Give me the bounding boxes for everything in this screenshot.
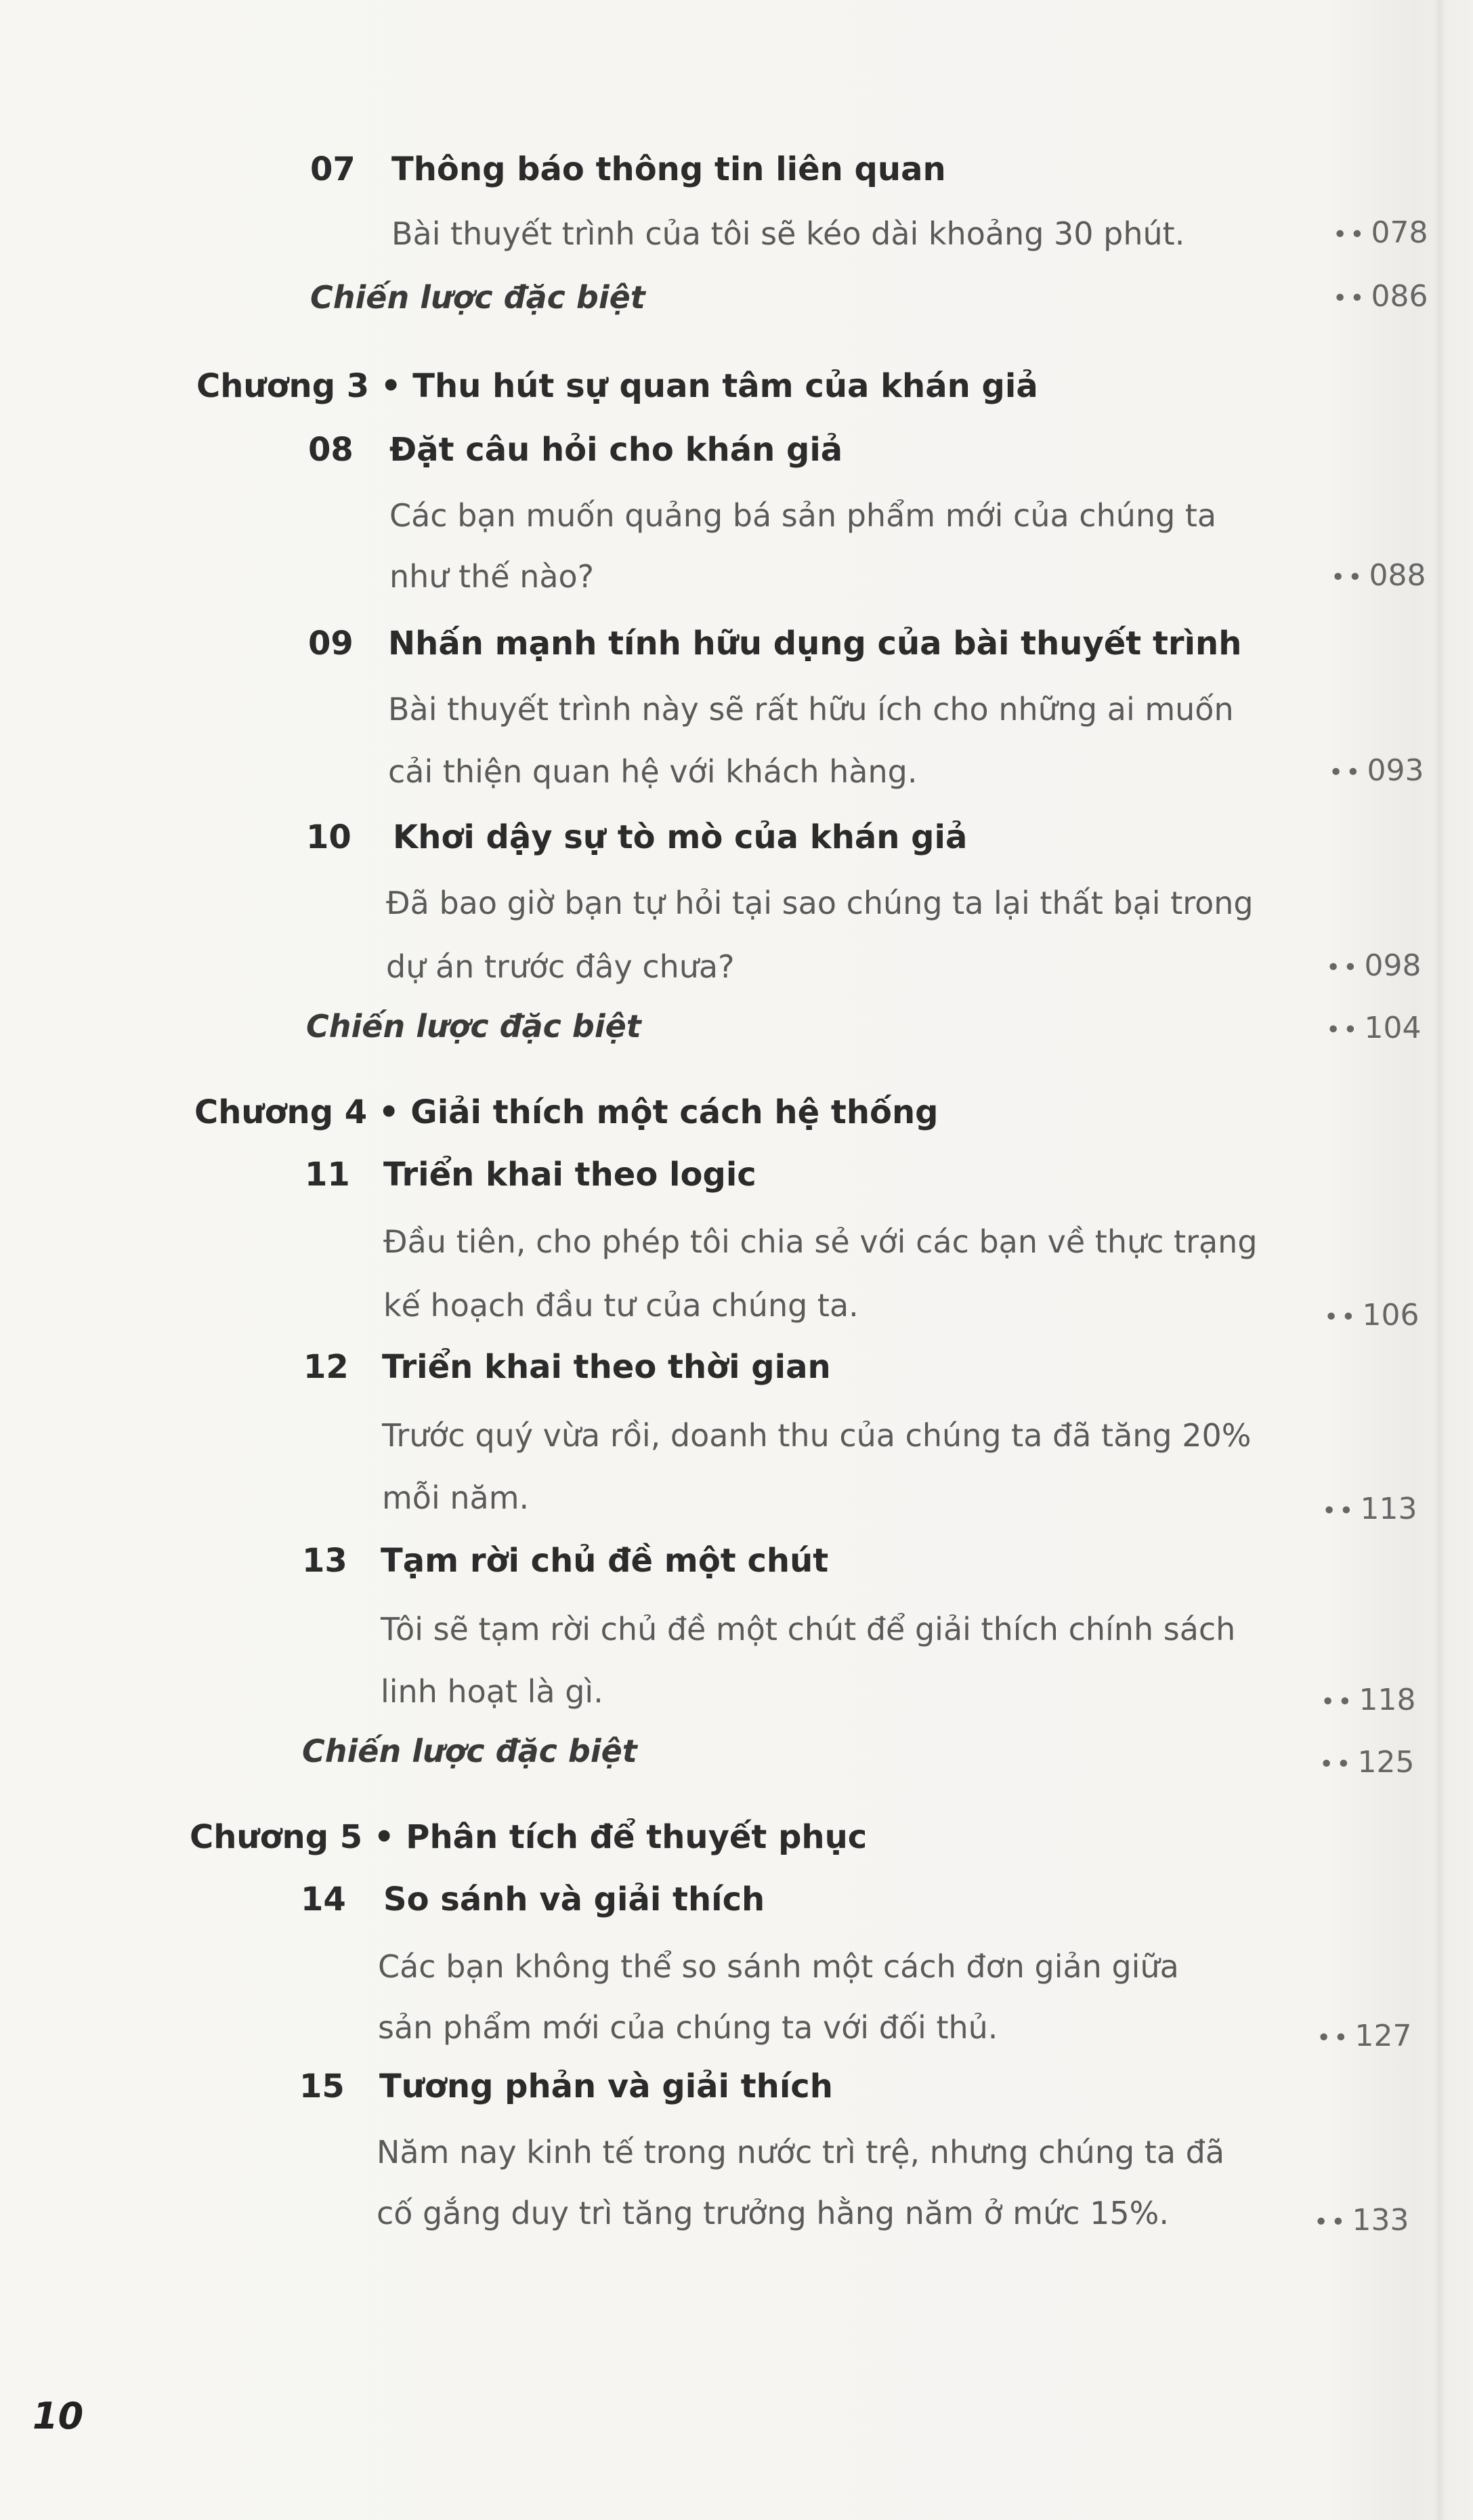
leader-dots: •• xyxy=(1326,954,1361,982)
entry-number: 10 xyxy=(306,818,351,856)
page-ref xyxy=(1333,215,1428,250)
entry-example-line: Đã bao giờ bạn tự hỏi tại sao chúng ta lại thất bại trong xyxy=(386,885,1254,921)
chapter-heading: Chương 4 • Giải thích một cách hệ thống xyxy=(194,1093,939,1131)
entry-number: 12 xyxy=(303,1348,349,1386)
entry-example-line: cải thiện quan hệ với khách hàng. xyxy=(388,753,918,790)
entry-title: Thông báo thông tin liên quan xyxy=(391,150,946,188)
leader-dots: •• xyxy=(1331,564,1365,591)
leader-dots: •• xyxy=(1333,285,1367,312)
page-number: 118 xyxy=(1359,1683,1416,1717)
page-number: 088 xyxy=(1369,558,1426,593)
entry-number: 07 xyxy=(310,150,356,188)
entry-title: Triển khai theo thời gian xyxy=(382,1348,831,1386)
page-number: 093 xyxy=(1367,753,1424,788)
entry-title: Tương phản và giải thích xyxy=(379,2067,833,2105)
chapter-heading: Chương 3 • Thu hút sự quan tâm của khán giả xyxy=(196,367,1038,405)
entry-title: Nhấn mạnh tính hữu dụng của bài thuyết trình xyxy=(388,625,1242,663)
entry-example-line: Các bạn muốn quảng bá sản phẩm mới của chúng ta xyxy=(389,497,1217,534)
entry-example-line: linh hoạt là gì. xyxy=(381,1673,603,1710)
entry-number: 13 xyxy=(302,1542,347,1580)
entry-title: Khơi dậy sự tò mò của khán giả xyxy=(393,818,968,856)
page-number: 125 xyxy=(1357,1745,1415,1780)
entry-example-line: Bài thuyết trình của tôi sẽ kéo dài khoảng 30 phút. xyxy=(391,215,1185,252)
entry-example-line: cố gắng duy trì tăng trưởng hằng năm ở mức 15%. xyxy=(377,2195,1169,2231)
entry-number: 15 xyxy=(299,2067,345,2105)
entry-example-line: dự án trước đây chưa? xyxy=(386,948,735,985)
page-gutter-shadow xyxy=(1434,0,1446,2520)
leader-dots: •• xyxy=(1333,221,1367,249)
entry-title: Tạm rời chủ đề một chút xyxy=(381,1542,829,1580)
entry-example-line: Bài thuyết trình này sẽ rất hữu ích cho những ai muốn xyxy=(388,691,1234,728)
page-number: 086 xyxy=(1371,279,1428,314)
special-strategy-title: Chiến lược đặc biệt xyxy=(306,1008,641,1045)
page-ref xyxy=(1331,558,1426,593)
entry-example-line: Trước quý vừa rồi, doanh thu của chúng ta đã tăng 20% xyxy=(382,1417,1252,1454)
entry-example-line: sản phẩm mới của chúng ta với đối thủ. xyxy=(378,2009,998,2046)
entry-number: 11 xyxy=(305,1156,350,1194)
page-ref xyxy=(1321,1683,1415,1717)
page-number: 133 xyxy=(1352,2203,1409,2238)
page-folio-number: 10 xyxy=(33,2395,84,2437)
page-number: 098 xyxy=(1364,948,1422,983)
page-number: 127 xyxy=(1354,2019,1412,2053)
page-ref xyxy=(1322,1492,1417,1526)
leader-dots: •• xyxy=(1314,2208,1348,2236)
entry-number: 09 xyxy=(308,625,354,663)
page-number: 104 xyxy=(1364,1011,1422,1045)
entry-title: Đặt câu hỏi cho khán giả xyxy=(389,431,843,469)
page-ref xyxy=(1319,1745,1414,1780)
leader-dots: •• xyxy=(1319,1750,1354,1778)
entry-example-line: Các bạn không thể so sánh một cách đơn giản giữa xyxy=(378,1948,1179,1985)
entry-number: 14 xyxy=(301,1881,346,1918)
special-strategy-title: Chiến lược đặc biệt xyxy=(310,279,645,316)
page-number: 113 xyxy=(1360,1492,1417,1526)
page-ref xyxy=(1314,2203,1409,2238)
entry-number: 08 xyxy=(308,431,354,469)
leader-dots: •• xyxy=(1321,1688,1355,1716)
chapter-heading: Chương 5 • Phân tích để thuyết phục xyxy=(190,1818,868,1856)
leader-dots: •• xyxy=(1326,1016,1361,1044)
entry-example-line: Đầu tiên, cho phép tôi chia sẻ với các bạn về thực trạng xyxy=(383,1223,1258,1260)
page-number: 106 xyxy=(1362,1298,1419,1332)
entry-title: Triển khai theo logic xyxy=(383,1156,756,1194)
page-ref xyxy=(1333,279,1428,314)
page-number: 078 xyxy=(1371,215,1428,250)
page-ref xyxy=(1324,1298,1419,1332)
page-ref xyxy=(1329,753,1424,788)
entry-example-line: kế hoạch đầu tư của chúng ta. xyxy=(383,1287,859,1324)
page-ref xyxy=(1326,1011,1421,1045)
leader-dots: •• xyxy=(1329,759,1363,786)
entry-example-line: như thế nào? xyxy=(389,558,595,595)
entry-title: So sánh và giải thích xyxy=(383,1881,765,1918)
special-strategy-title: Chiến lược đặc biệt xyxy=(302,1733,637,1769)
page-ref xyxy=(1326,948,1421,983)
leader-dots: •• xyxy=(1322,1497,1357,1525)
entry-example-line: Năm nay kinh tế trong nước trì trệ, nhưng chúng ta đã xyxy=(377,2134,1225,2170)
entry-example-line: Tôi sẽ tạm rời chủ đề một chút để giải thích chính sách xyxy=(381,1611,1236,1647)
leader-dots: •• xyxy=(1317,2024,1351,2052)
page-ref xyxy=(1317,2019,1411,2053)
entry-example-line: mỗi năm. xyxy=(382,1479,530,1516)
leader-dots: •• xyxy=(1324,1303,1359,1331)
